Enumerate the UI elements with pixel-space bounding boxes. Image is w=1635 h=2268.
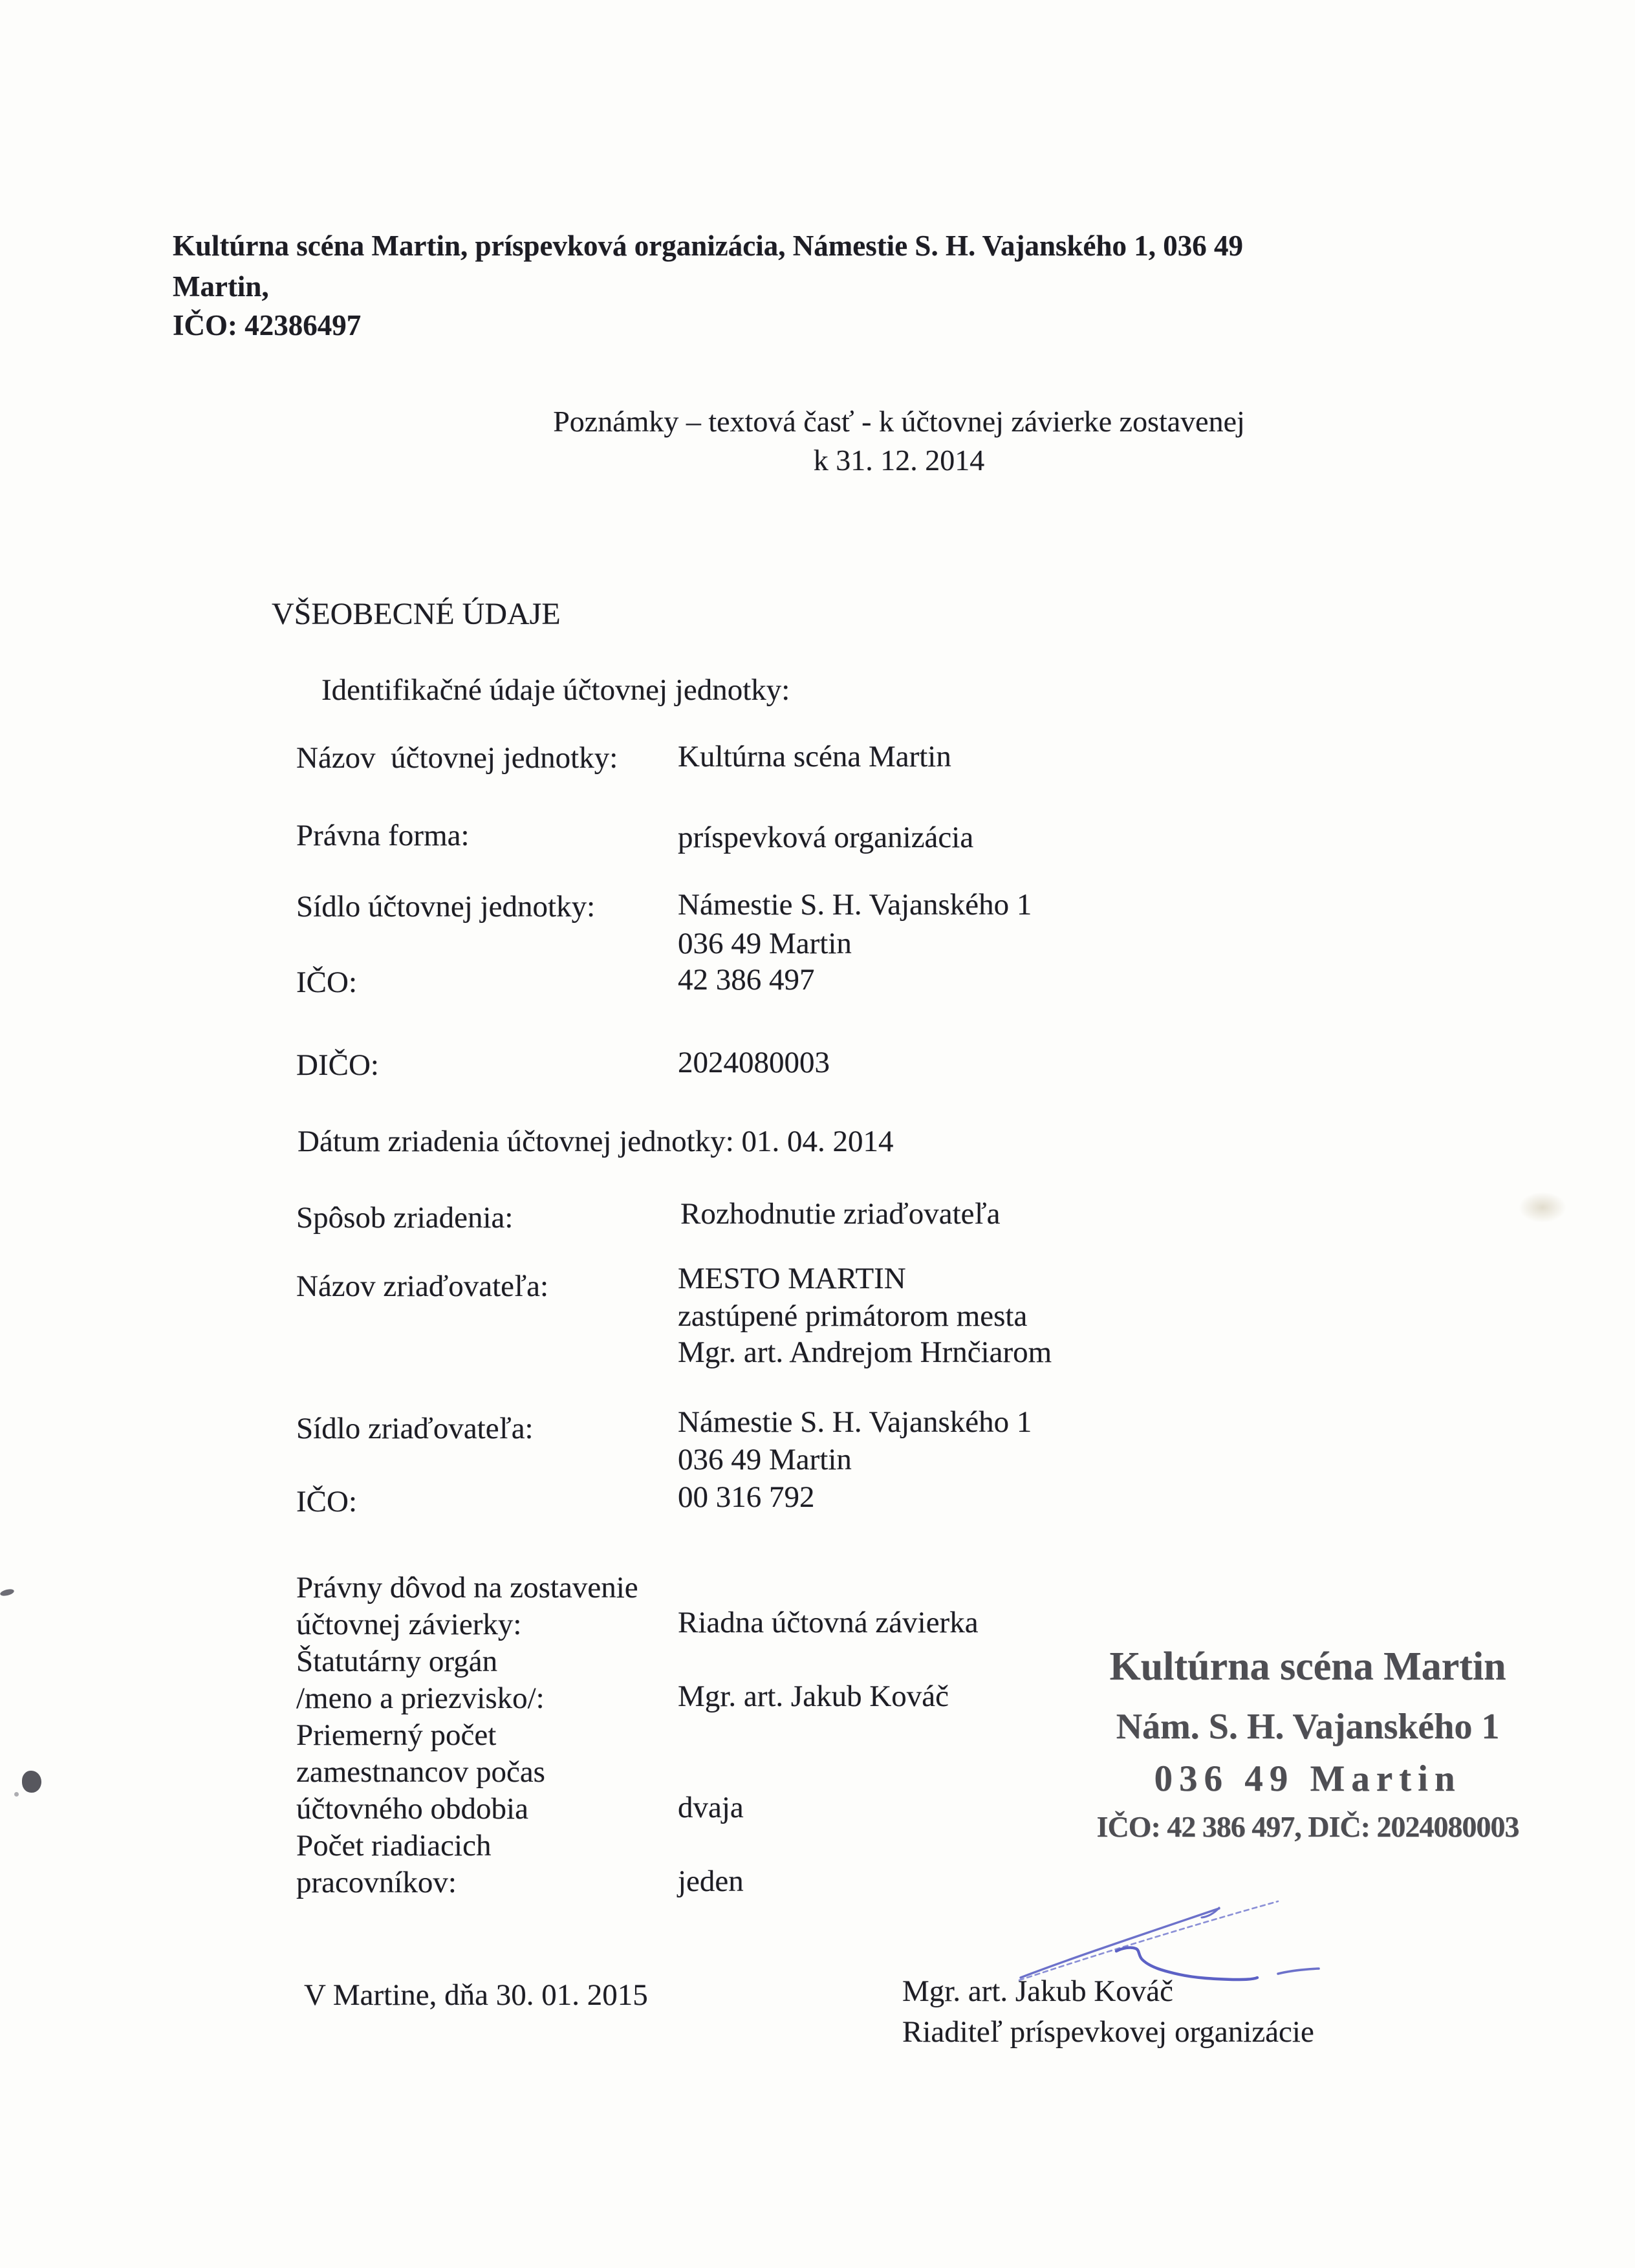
scan-speck xyxy=(0,1588,15,1597)
scan-speck xyxy=(22,1771,41,1793)
field-value-sidlo-jednotky-line1: Námestie S. H. Vajanského 1 xyxy=(678,888,1032,922)
field-value-pocet: jeden xyxy=(678,1864,744,1898)
field-value-nazov-zriadovatela-line1: MESTO MARTIN xyxy=(678,1262,906,1295)
field-value-ico-zriadovatela: 00 316 792 xyxy=(678,1480,815,1514)
field-value-priemerny: dvaja xyxy=(678,1791,744,1824)
stamp-line-city: 036 49 Martin xyxy=(1154,1758,1462,1799)
field-label-sidlo-jednotky: Sídlo účtovnej jednotky: xyxy=(296,890,596,923)
field-label-sposob-zriadenia: Spôsob zriadenia: xyxy=(296,1201,514,1235)
stamp-line-name: Kultúrna scéna Martin xyxy=(1109,1645,1506,1689)
field-label-nazov-jednotky: Názov účtovnej jednotky: xyxy=(296,741,618,775)
stamp-line-ico-dic: IČO: 42 386 497, DIČ: 2024080003 xyxy=(1096,1810,1519,1843)
field-label-priemerny-line3: účtovného obdobia xyxy=(296,1792,528,1826)
field-value-dico: 2024080003 xyxy=(678,1046,830,1079)
place-and-date: V Martine, dňa 30. 01. 2015 xyxy=(304,1978,648,2012)
field-label-ico-zriadovatela: IČO: xyxy=(296,1485,357,1518)
signer-name: Mgr. art. Jakub Kováč xyxy=(902,1974,1173,2008)
field-label-statutarny-line2: /meno a priezvisko/: xyxy=(296,1681,545,1715)
field-value-nazov-zriadovatela-line3: Mgr. art. Andrejom Hrnčiarom xyxy=(678,1335,1052,1369)
field-value-sidlo-zriadovatela-line2: 036 49 Martin xyxy=(678,1443,852,1476)
field-label-pocet-line2: pracovníkov: xyxy=(296,1866,457,1899)
scan-speck xyxy=(14,1792,19,1797)
field-value-sidlo-zriadovatela-line1: Námestie S. H. Vajanského 1 xyxy=(678,1405,1032,1439)
stamp-line-street: Nám. S. H. Vajanského 1 xyxy=(1116,1707,1500,1747)
company-header-line2: Martin, xyxy=(173,270,269,303)
field-value-ico: 42 386 497 xyxy=(678,963,815,997)
document-title xyxy=(459,402,1339,480)
company-header-line1: Kultúrna scéna Martin, príspevková organizácia, Námestie S. H. Vajanského 1, 036 49 xyxy=(173,230,1244,262)
organization-stamp xyxy=(1074,1644,1542,1857)
field-label-dico: DIČO: xyxy=(296,1048,379,1082)
subheading-identification: Identifikačné údaje účtovnej jednotky: xyxy=(321,673,790,707)
field-label-priemerny-line2: zamestnancov počas xyxy=(296,1755,545,1789)
document-title-line2: k 31. 12. 2014 xyxy=(813,444,985,477)
field-value-nazov-zriadovatela-line2: zastúpené primátorom mesta xyxy=(678,1299,1028,1333)
field-value-nazov-jednotky: Kultúrna scéna Martin xyxy=(678,740,951,773)
ink-smudge xyxy=(1519,1192,1566,1223)
field-value-statutarny: Mgr. art. Jakub Kováč xyxy=(678,1679,949,1713)
signature-stroke-dash xyxy=(1278,1969,1319,1974)
field-label-nazov-zriadovatela: Názov zriaďovateľa: xyxy=(296,1269,549,1303)
signature-stroke-light-diagonal xyxy=(1019,1901,1278,1980)
field-value-sidlo-jednotky-line2: 036 49 Martin xyxy=(678,927,852,960)
signer-title: Riaditeľ príspevkovej organizácie xyxy=(902,2015,1314,2049)
field-label-pravna-forma: Právna forma: xyxy=(296,819,470,852)
field-label-statutarny-line1: Štatutárny orgán xyxy=(296,1645,498,1678)
field-value-pravna-forma: príspevková organizácia xyxy=(678,821,974,854)
field-label-sidlo-zriadovatela: Sídlo zriaďovateľa: xyxy=(296,1412,534,1445)
field-value-pravny-dovod: Riadna účtovná závierka xyxy=(678,1606,979,1639)
field-label-pocet-line1: Počet riadiacich xyxy=(296,1829,492,1863)
field-value-sposob-zriadenia: Rozhodnutie zriaďovateľa xyxy=(680,1197,1001,1231)
section-heading-general: VŠEOBECNÉ ÚDAJE xyxy=(272,597,561,631)
document-title-line1: Poznámky – textová časť - k účtovnej závierke zostavenej xyxy=(553,405,1245,438)
signature-stroke-main-diagonal xyxy=(1021,1908,1219,1978)
field-label-pravny-dovod-line2: účtovnej závierky: xyxy=(296,1608,522,1641)
field-label-priemerny-line1: Priemerný počet xyxy=(296,1718,497,1752)
field-label-pravny-dovod-line1: Právny dôvod na zostavenie xyxy=(296,1571,638,1604)
company-header-ico: IČO: 42386497 xyxy=(173,309,362,341)
field-datum-zriadenia: Dátum zriadenia účtovnej jednotky: 01. 04. 2014 xyxy=(298,1125,894,1158)
field-label-ico: IČO: xyxy=(296,966,357,999)
